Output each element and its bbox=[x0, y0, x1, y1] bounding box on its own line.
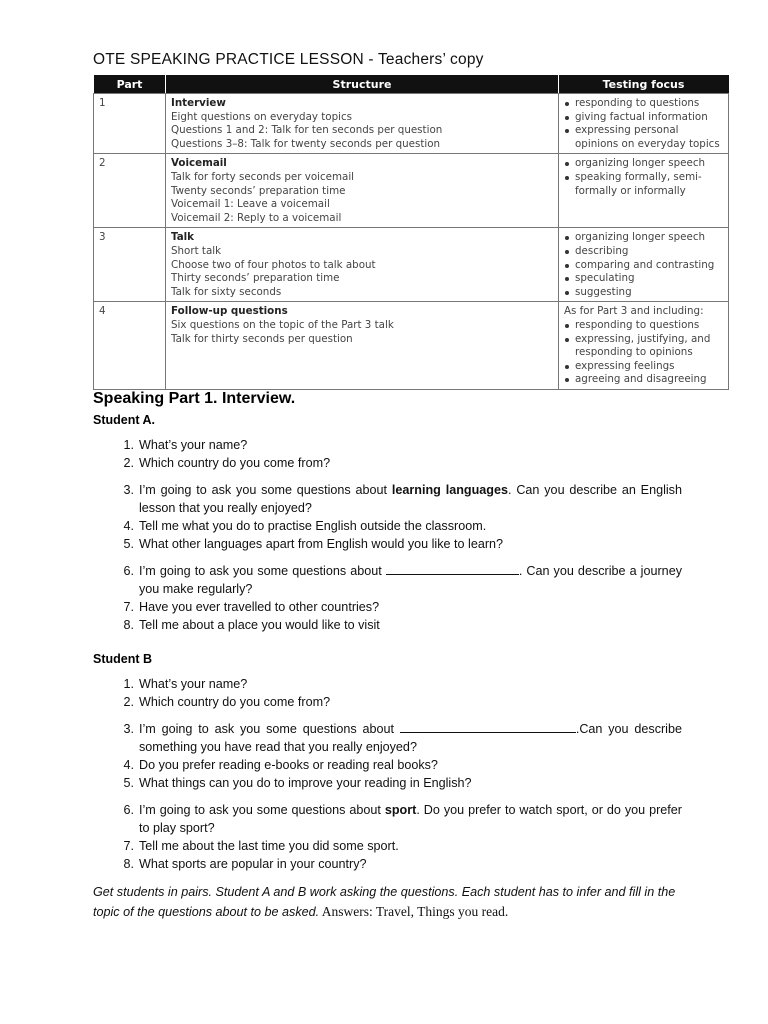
table-row bbox=[94, 154, 729, 228]
student-b-questions bbox=[112, 675, 682, 873]
item-number: 8. bbox=[123, 857, 134, 871]
structure-line: Thirty seconds’ preparation time bbox=[171, 272, 340, 285]
structure-line: Choose two of four photos to talk about bbox=[171, 258, 376, 271]
structure-title: Follow-up questions bbox=[171, 305, 288, 318]
question-topic: sport bbox=[384, 803, 417, 817]
focus-item: expressing personal opinions on everyday topics bbox=[564, 124, 724, 151]
item-number: 1. bbox=[123, 677, 134, 691]
list-item bbox=[112, 436, 682, 454]
question-text: Do you prefer reading e-books or reading real books? bbox=[139, 758, 438, 772]
table-row bbox=[94, 302, 729, 390]
structure-cell bbox=[166, 154, 559, 228]
structure-cell bbox=[166, 228, 559, 302]
table-header-row bbox=[94, 75, 729, 94]
list-item bbox=[112, 481, 682, 517]
focus-item: expressing, justifying, and responding to opinions bbox=[564, 333, 724, 360]
list-item bbox=[112, 693, 682, 711]
question-text: . Do you prefer to watch sport, or do you prefer to play sport? bbox=[139, 803, 682, 835]
notes-answers: Answers: Travel, Things you read. bbox=[319, 904, 509, 919]
header-structure-label: Structure bbox=[332, 77, 392, 91]
item-number: 7. bbox=[123, 600, 134, 614]
focus-list bbox=[564, 231, 724, 299]
item-number: 6. bbox=[123, 564, 134, 578]
focus-item: responding to questions bbox=[564, 319, 724, 333]
fill-in-blank[interactable] bbox=[386, 562, 519, 575]
question-text: What’s your name? bbox=[139, 438, 248, 452]
question-text: Tell me about the last time you did some sport. bbox=[139, 839, 399, 853]
structure-cell bbox=[166, 94, 559, 154]
student-a-label: Student A. bbox=[93, 413, 156, 427]
item-number: 2. bbox=[123, 695, 134, 709]
list-item bbox=[112, 562, 682, 598]
focus-cell bbox=[559, 228, 729, 302]
structure-line: Eight questions on everyday topics bbox=[171, 110, 353, 123]
question-text: I’m going to ask you some questions about bbox=[139, 803, 385, 817]
question-text: What sports are popular in your country? bbox=[139, 857, 367, 871]
focus-intro: As for Part 3 and including: bbox=[564, 305, 704, 318]
question-text: Tell me about a place you would like to visit bbox=[139, 618, 380, 632]
notes-instruction: Get students in pairs. Student A and B work asking the questions. Each student has to infer and fill in the topic of the questions about to be asked. bbox=[93, 885, 676, 919]
part-number: 1 bbox=[94, 94, 166, 154]
list-item bbox=[112, 756, 682, 774]
item-number: 2. bbox=[123, 456, 134, 470]
question-topic: learning languages bbox=[391, 483, 508, 497]
teacher-notes bbox=[93, 882, 693, 922]
item-number: 3. bbox=[123, 722, 134, 736]
focus-item: comparing and contrasting bbox=[564, 259, 724, 273]
focus-cell bbox=[559, 154, 729, 228]
structure-title: Interview bbox=[171, 97, 226, 109]
structure-line: Talk for thirty seconds per question bbox=[171, 332, 353, 345]
student-a-questions bbox=[112, 436, 682, 634]
table-row bbox=[94, 228, 729, 302]
structure-cell bbox=[166, 302, 559, 390]
section-title: Speaking Part 1. Interview. bbox=[93, 390, 296, 407]
item-number: 3. bbox=[123, 483, 134, 497]
header-structure bbox=[166, 75, 559, 94]
item-number: 4. bbox=[123, 758, 134, 772]
list-item bbox=[112, 535, 682, 553]
focus-item: describing bbox=[564, 245, 724, 259]
focus-item: organizing longer speech bbox=[564, 157, 724, 171]
list-item bbox=[112, 598, 682, 616]
focus-list bbox=[564, 305, 724, 387]
structure-line: Questions 3–8: Talk for twenty seconds per question bbox=[171, 137, 441, 150]
item-number: 7. bbox=[123, 839, 134, 853]
fill-in-blank[interactable] bbox=[400, 720, 576, 733]
structure-line: Voicemail 1: Leave a voicemail bbox=[171, 198, 330, 211]
focus-cell bbox=[559, 302, 729, 390]
list-item bbox=[112, 616, 682, 634]
structure-line: Six questions on the topic of the Part 3 talk bbox=[171, 318, 394, 331]
focus-list bbox=[564, 97, 724, 151]
question-text: I’m going to ask you some questions about bbox=[139, 564, 386, 578]
item-number: 5. bbox=[123, 537, 134, 551]
structure-line: Talk for forty seconds per voicemail bbox=[171, 170, 355, 183]
item-number: 8. bbox=[123, 618, 134, 632]
focus-item: speculating bbox=[564, 272, 724, 286]
part-number: 3 bbox=[94, 228, 166, 302]
list-item bbox=[112, 720, 682, 756]
question-text: Which country do you come from? bbox=[139, 456, 331, 470]
item-number: 6. bbox=[123, 803, 134, 817]
list-item bbox=[112, 801, 682, 837]
focus-item: speaking formally, semi-formally or informally bbox=[564, 171, 724, 198]
list-item bbox=[112, 855, 682, 873]
focus-item: suggesting bbox=[564, 286, 724, 300]
part-number: 4 bbox=[94, 302, 166, 390]
focus-item: agreeing and disagreeing bbox=[564, 373, 724, 387]
question-text: What’s your name? bbox=[139, 677, 248, 691]
focus-item: responding to questions bbox=[564, 97, 724, 111]
list-item bbox=[112, 837, 682, 855]
question-text: What other languages apart from English would you like to learn? bbox=[139, 537, 504, 551]
part-number: 2 bbox=[94, 154, 166, 228]
structure-line: Twenty seconds’ preparation time bbox=[171, 184, 346, 197]
question-text: I’m going to ask you some questions about bbox=[139, 483, 392, 497]
question-text: . Can you describe a journey you make regularly? bbox=[139, 564, 682, 596]
structure-line: Questions 1 and 2: Talk for ten seconds per question bbox=[171, 124, 443, 137]
table-row bbox=[94, 94, 729, 154]
question-text: What things can you do to improve your reading in English? bbox=[139, 776, 472, 790]
structure-line: Short talk bbox=[171, 244, 222, 257]
question-text: . Can you describe an English lesson that you really enjoyed? bbox=[139, 483, 682, 515]
document-title: OTE SPEAKING PRACTICE LESSON - Teachers’ copy bbox=[93, 51, 484, 68]
structure-title: Talk bbox=[171, 231, 195, 244]
item-number: 1. bbox=[123, 438, 134, 452]
focus-cell bbox=[559, 94, 729, 154]
list-item bbox=[112, 517, 682, 535]
header-testing-focus-label: Testing focus bbox=[602, 77, 685, 91]
focus-list bbox=[564, 157, 724, 198]
item-number: 4. bbox=[123, 519, 134, 533]
student-b-label: Student B bbox=[93, 652, 153, 666]
item-number: 5. bbox=[123, 776, 134, 790]
structure-line: Voicemail 2: Reply to a voicemail bbox=[171, 211, 342, 224]
structure-title: Voicemail bbox=[171, 157, 227, 170]
question-text: Tell me what you do to practise English outside the classroom. bbox=[139, 519, 487, 533]
list-item bbox=[112, 675, 682, 693]
focus-item: expressing feelings bbox=[564, 360, 724, 374]
question-text: Which country do you come from? bbox=[139, 695, 331, 709]
structure-line: Talk for sixty seconds bbox=[171, 285, 282, 298]
question-text: .Can you describe something you have read that you really enjoyed? bbox=[139, 722, 682, 754]
question-text: Have you ever travelled to other countries? bbox=[139, 600, 380, 614]
list-item bbox=[112, 454, 682, 472]
focus-item: organizing longer speech bbox=[564, 231, 724, 245]
header-part-label: Part bbox=[116, 77, 143, 91]
header-part bbox=[94, 75, 166, 94]
speaking-structure-table bbox=[93, 75, 729, 390]
list-item bbox=[112, 774, 682, 792]
question-text: I’m going to ask you some questions about bbox=[139, 722, 400, 736]
header-testing-focus bbox=[559, 75, 729, 94]
focus-item: giving factual information bbox=[564, 111, 724, 125]
